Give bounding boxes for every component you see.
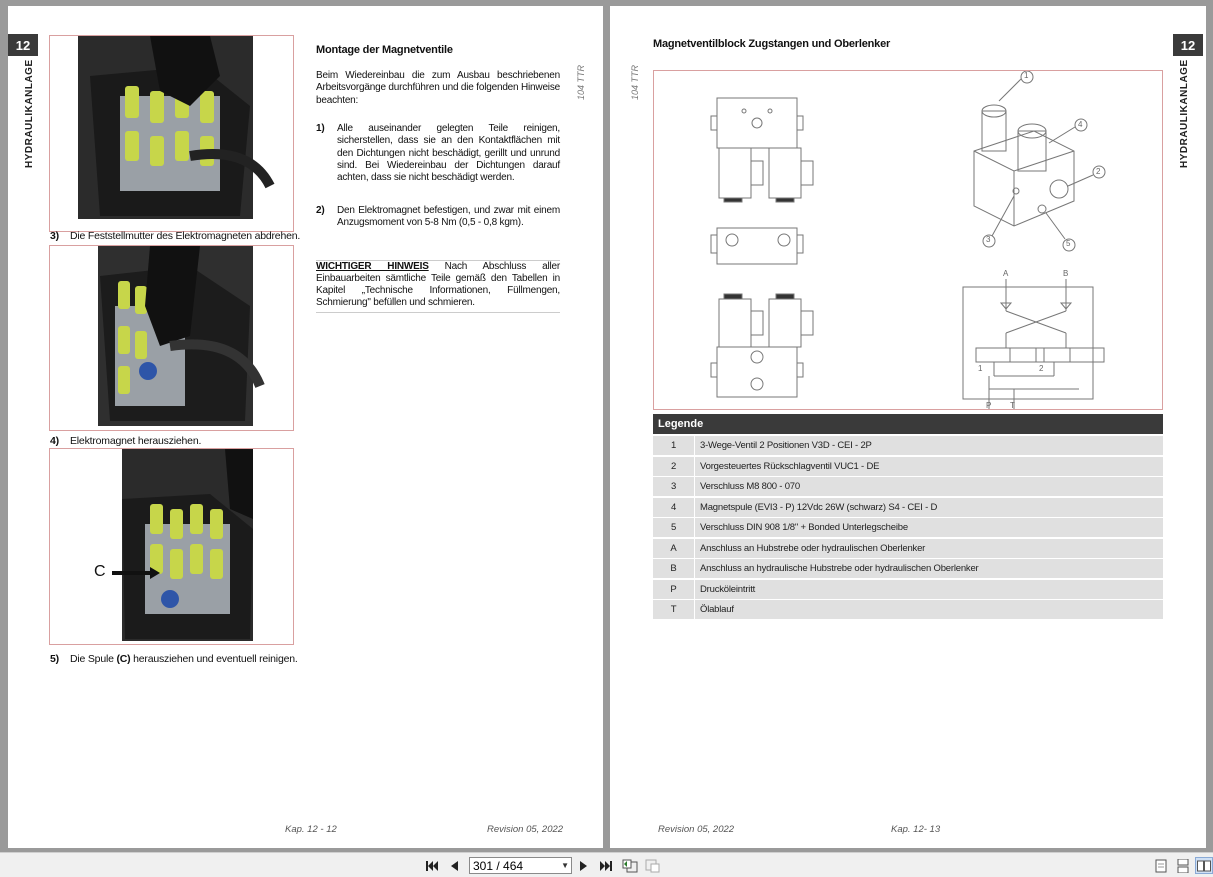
footer-page-number: Kap. 12- 13 (891, 824, 941, 835)
callout-1: 1 (1024, 71, 1029, 80)
legend-row: 2 Vorgesteuertes Rückschlagventil VUC1 - DE (653, 457, 1163, 476)
legend-row: A Anschluss an Hubstrebe oder hydraulischen Oberlenker (653, 539, 1163, 558)
next-page-button[interactable] (577, 857, 591, 874)
footer-page-number: Kap. 12 - 12 (285, 824, 337, 835)
schematic-label-a: A (1003, 269, 1009, 278)
intro-text: Beim Wiedereinbau die zum Ausbau beschriebenen Arbeitsvorgänge durchführen und die folgenden Hinweise beachten: (316, 70, 560, 106)
facing-pages-icon (1197, 860, 1211, 872)
triangle-right-icon (579, 860, 589, 872)
legend-row: 5 Verschluss DIN 908 1/8" + Bonded Unterlegscheibe (653, 518, 1163, 537)
viewer-toolbar (0, 852, 1213, 877)
valve-block-diagram (653, 70, 1163, 410)
last-page-button[interactable] (598, 857, 614, 874)
important-note: WICHTIGER HINWEIS Nach Abschluss aller Einbauarbeiten sämtliche Teile gemäß den Tabellen in Kapitel „Technische Informationen, Füllmengen, Schmierung" befüllen und schmieren. (316, 260, 560, 313)
legend-header: Legende (653, 414, 1163, 434)
legend-row: B Anschluss an hydraulische Hubstrebe oder hydraulischen Oberlenker (653, 559, 1163, 578)
legend-row: 1 3-Wege-Ventil 2 Positionen V3D - CEI - 2P (653, 436, 1163, 455)
caption-step-3: 3) Die Feststellmutter des Elektromagneten abdrehen. (50, 230, 301, 242)
legend-row: T Ölablauf (653, 600, 1163, 619)
photo-label-c: C (94, 563, 106, 580)
legend-row: 4 Magnetspule (EVI3 - P) 12Vdc 26W (schwarz) S4 - CEI - D (653, 498, 1163, 517)
caption-step-5: 5) Die Spule (C) herausziehen und eventuell reinigen. (50, 653, 298, 665)
legend-row: P Druckölеintritt (653, 580, 1163, 599)
side-label: HYDRAULIKANLAGE (1179, 59, 1190, 168)
left-page (8, 6, 603, 848)
continuous-pages-icon (1177, 859, 1189, 873)
section-title: Montage der Magnetventile (316, 44, 453, 56)
first-page-button[interactable] (424, 857, 440, 874)
page-number-select[interactable] (469, 857, 572, 874)
caption-step-4: 4) Elektromagnet herausziehen. (50, 435, 202, 447)
single-page-icon (1155, 859, 1167, 873)
callout-5: 5 (1066, 239, 1071, 248)
photo-step-3 (49, 35, 294, 232)
schematic-label-b: B (1063, 269, 1069, 278)
step-1: 1) Alle auseinander gelegten Teile reinigen, sicherstellen, dass sie an den Kontaktflächen mit den Dichtungen nicht beschädigt, gerillt und unrund sind. Bei Wiedereinbau der Dichtungen darauf achten, dass sie nicht beschädigt werden. (316, 123, 560, 184)
callout-3: 3 (986, 235, 991, 244)
previous-page-button[interactable] (447, 857, 461, 874)
model-tag: 104 TTR (576, 64, 586, 100)
footer-revision: Revision 05, 2022 (487, 824, 564, 835)
callout-4: 4 (1078, 120, 1083, 129)
schematic-label-p: P (986, 401, 992, 410)
dropdown-arrow-icon: ▼ (561, 861, 569, 870)
schematic-label-1: 1 (978, 364, 983, 373)
go-forward-view-button[interactable] (644, 857, 662, 874)
go-back-view-button[interactable] (621, 857, 639, 874)
triangle-left-icon (449, 860, 459, 872)
chapter-badge: 12 (1173, 34, 1203, 56)
facing-pages-view-button[interactable] (1195, 857, 1213, 874)
page-indicator: 301 / 464 (473, 858, 524, 873)
schematic-label-2: 2 (1039, 364, 1044, 373)
back-view-icon (622, 859, 638, 873)
legend-row: 3 Verschluss M8 800 - 070 (653, 477, 1163, 496)
page-title: Magnetventilblock Zugstangen und Oberlenker (653, 38, 891, 50)
forward-view-icon (645, 859, 661, 873)
callout-2: 2 (1096, 167, 1101, 176)
step-2: 2) Den Elektromagnet befestigen, und zwar mit einem Anzugsmoment von 5-8 Nm (0,5 - 0,8 kgm). (316, 205, 560, 229)
skip-last-icon (599, 860, 613, 872)
footer-revision: Revision 05, 2022 (658, 824, 735, 835)
skip-first-icon (425, 860, 439, 872)
side-label: HYDRAULIKANLAGE (24, 59, 35, 168)
photo-step-5 (49, 448, 294, 645)
right-page (610, 6, 1206, 848)
photo-step-4 (49, 245, 294, 431)
model-tag: 104 TTR (630, 64, 640, 100)
single-page-view-button[interactable] (1153, 857, 1169, 874)
schematic-label-t: T (1010, 401, 1015, 410)
continuous-view-button[interactable] (1175, 857, 1191, 874)
chapter-badge: 12 (8, 34, 38, 56)
